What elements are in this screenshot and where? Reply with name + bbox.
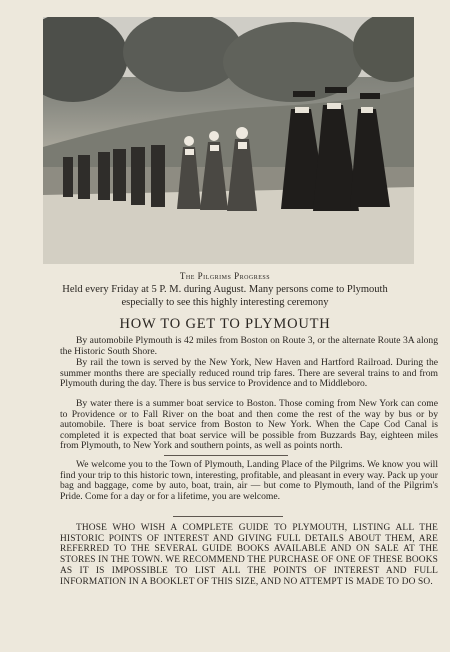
divider-rule-2: [173, 516, 283, 517]
photo-illustration: [43, 17, 414, 264]
paragraph-water: [60, 399, 438, 452]
page-heading: HOW TO GET TO PLYMOUTH: [119, 316, 331, 332]
paragraph-rail: [60, 358, 438, 390]
paragraph-water-text: By water there is a summer boat service to Boston. Those coming from New York can come to Providence or to Fall River on the boat and then come the rest of the way by bus or by automobile. There is boat service from Boston to New York. When the Cape Cod Canal is completed it is expected that boat service will be possible from Buzzards Bay, eighteen miles from Plymouth, to New York and southern points, as well as points north.: [60, 398, 438, 452]
photo-caption-text: Held every Friday at 5 P. M. during August. Many persons come to Plymouth especially to see this highly interesting ceremony: [62, 284, 388, 308]
guide-books-notice: [60, 523, 438, 587]
paragraph-welcome-text: We welcome you to the Town of Plymouth, Landing Place of the Pilgrims. We know you will find your trip to this historic town, interesting, profitable, and pleasant in every way. Pack up your bag and baggage, come by auto, boat, train, air — but come to Plymouth, land of the Pilgrim's Pride. Come for a day or for a lifetime, you are welcome.: [60, 459, 438, 502]
divider-rule: [164, 455, 288, 456]
pilgrims-procession-photo: [43, 17, 414, 264]
paragraph-welcome: [60, 460, 438, 502]
paragraph-automobile-text: By automobile Plymouth is 42 miles from Boston on Route 3, or the alternate Route 3A along the Historic South Shore.: [60, 335, 438, 357]
guide-books-notice-text: THOSE WHO WISH A COMPLETE GUIDE TO PLYMOUTH, LISTING ALL THE HISTORIC POINTS OF INTEREST AND GIVING FULL DETAILS ABOUT THEM, ARE REFERRED TO THE SEVERAL GUIDE BOOKS AVAILABLE AND ON SALE AT THE STORES IN THE TOWN. WE RECOMMEND THE PURCHASE OF ONE OF THESE BOOKS AS IT IS IMPOSSIBLE TO LIST ALL THE POINTS OF INTEREST AND FULL INFORMATION IN A BOOKLET OF THIS SIZE, AND NO ATTEMPT IS MADE TO DO SO.: [60, 523, 438, 587]
tree-left: [43, 17, 128, 102]
photo-caption-title: The Pilgrims Progress: [179, 271, 271, 281]
paragraph-automobile: [60, 336, 438, 357]
paragraph-rail-text: By rail the town is served by the New York, New Haven and Hartford Railroad. During the summer months there are specially reduced round trip fares. There are several trains to and from Plymouth during the day. There is bus service to Providence and to Middleboro.: [60, 357, 438, 390]
